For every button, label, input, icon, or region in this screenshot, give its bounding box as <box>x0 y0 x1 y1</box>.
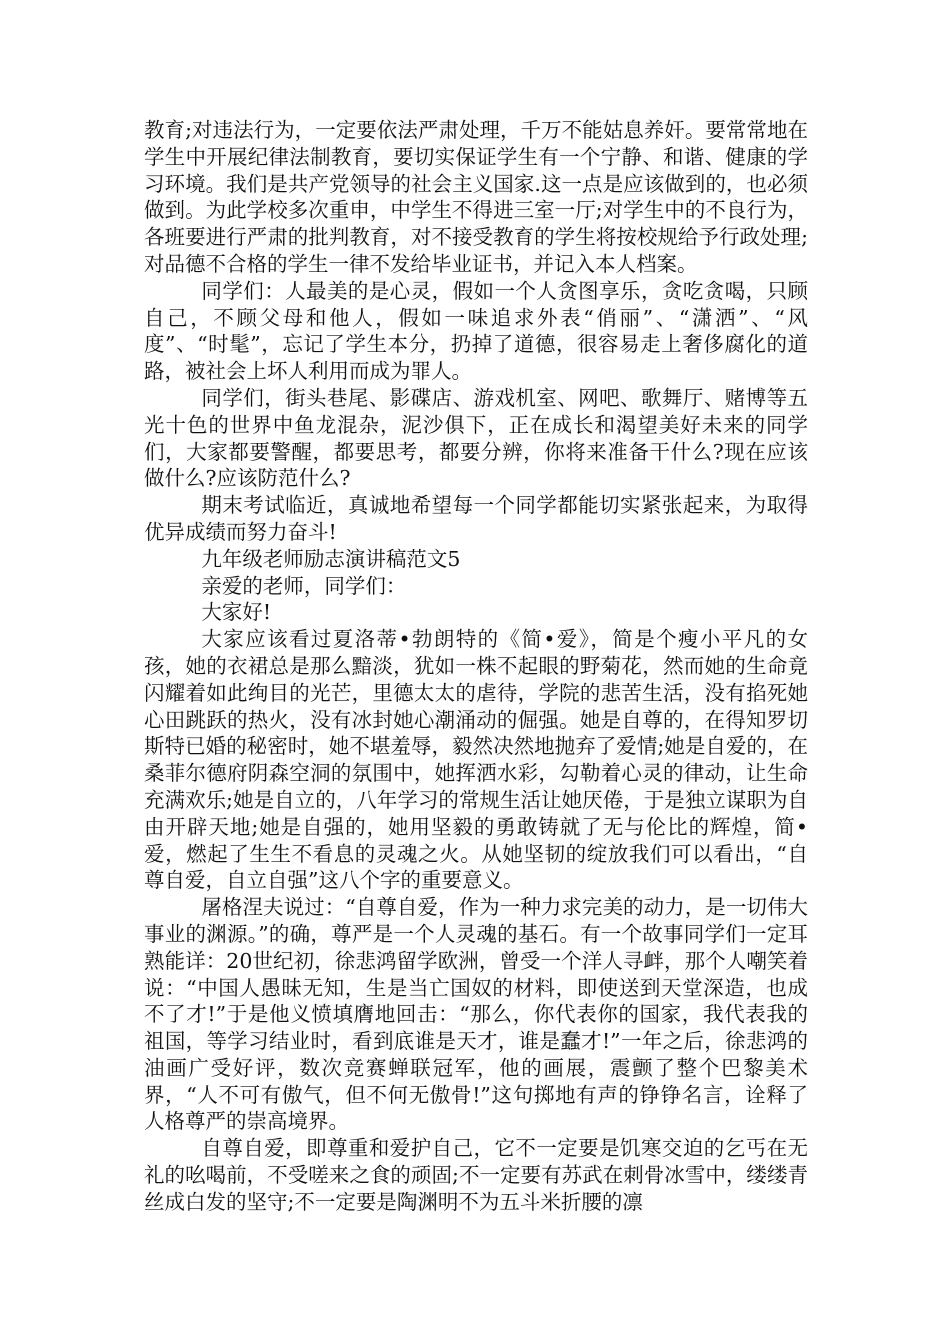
salutation: 亲爱的老师，同学们： <box>201 573 407 598</box>
section-title: 九年级老师励志演讲稿范文5 <box>201 546 461 571</box>
paragraph-1: 教育;对违法行为，一定要依法严肃处理，千万不能姑息养奸。要常常地在学生中开展纪律法制教育，要切实保证学生有一个宁静、和谐、健康的学习环境。我们是共产党领导的社会主义国家.这一点是应该做到的，也必须做到。为此学校多次重申，中学生不得进三室一厅;对学生中的不良行为，各班要进行严肃的批判教育，对不接受教育的学生将按校规给予行政处理;对品德不合格的学生一律不发给毕业证书，并记入本人档案。 <box>144 118 808 276</box>
paragraph-4: 期末考试临近，真诚地希望每一个同学都能切实紧张起来，为取得优异成绩而努力奋斗! <box>144 493 808 544</box>
document-page <box>144 117 808 1216</box>
paragraph-9: 屠格涅夫说过：“自尊自爱，作为一种力求完美的动力，是一切伟大事业的渊源。”的确，尊严是一个人灵魂的基石。有一个故事同学们一定耳熟能详：20世纪初，徐悲鸿留学欧洲，曾受一个洋人寻衅，那个人嘲笑着说：“中国人愚昧无知，生是当亡国奴的材料，即使送到天堂深造，也成不了才!”于是他义愤填膺地回击：“那么，你代表你的国家，我代表我的祖国，等学习结业时，看到底谁是天才，谁是蠢才!”一年之后，徐悲鸿的油画广受好评，数次竞赛蝉联冠军，他的画展，震颤了整个巴黎美术界，“人不可有傲气，但不何无傲骨!”这句掷地有声的铮铮名言，诠释了人格尊严的崇高境界。 <box>144 895 808 1134</box>
paragraph-3: 同学们，街头巷尾、影碟店、游戏机室、网吧、歌舞厅、赌博等五光十色的世界中鱼龙混杂，泥沙俱下，正在成长和渴望美好未来的同学们，大家都要警醒，都要思考，都要分辨，你将来准备干什么?现在应该做什么?应该防范什么? <box>144 385 808 491</box>
greeting: 大家好! <box>201 600 272 625</box>
paragraph-2: 同学们：人最美的是心灵，假如一个人贪图享乐，贪吃贪喝，只顾自己，不顾父母和他人，假如一味追求外表“俏丽”、“潇洒”、“风度”、“时髦”，忘记了学生本分，扔掉了道德，很容易走上奢侈腐化的道路，被社会上坏人利用而成为罪人。 <box>144 278 808 384</box>
paragraph-10: 自尊自爱，即尊重和爱护自己，它不一定要是饥寒交迫的乞丐在无礼的吆喝前，不受嗟来之食的顽固;不一定要有苏武在刺骨冰雪中，缕缕青丝成白发的坚守;不一定要是陶渊明不为五斗米折腰的凛 <box>144 1136 808 1214</box>
paragraph-8: 大家应该看过夏洛蒂•勃朗特的《简•爱》，简是个瘦小平凡的女孩，她的衣裙总是那么黯淡，犹如一株不起眼的野菊花，然而她的生命竟闪耀着如此绚目的光芒，里德太太的虐待，学院的悲苦生活，没有掐死她心田跳跃的热火，没有冰封她心潮涌动的倔强。她是自尊的，在得知罗切斯特已婚的秘密时，她不堪羞辱，毅然决然地抛弃了爱情;她是自爱的，在桑菲尔德府阴森空洞的氛围中，她挥洒水彩，勾勒着心灵的律动，让生命充满欢乐;她是自立的，八年学习的常规生活让她厌倦，于是独立谋职为自由开辟天地;她是自强的，她用坚毅的勇敢铸就了无与伦比的辉煌，简•爱，燃起了生生不看息的灵魂之火。从她坚韧的绽放我们可以看出，“自尊自爱，自立自强”这八个字的重要意义。 <box>144 627 808 893</box>
